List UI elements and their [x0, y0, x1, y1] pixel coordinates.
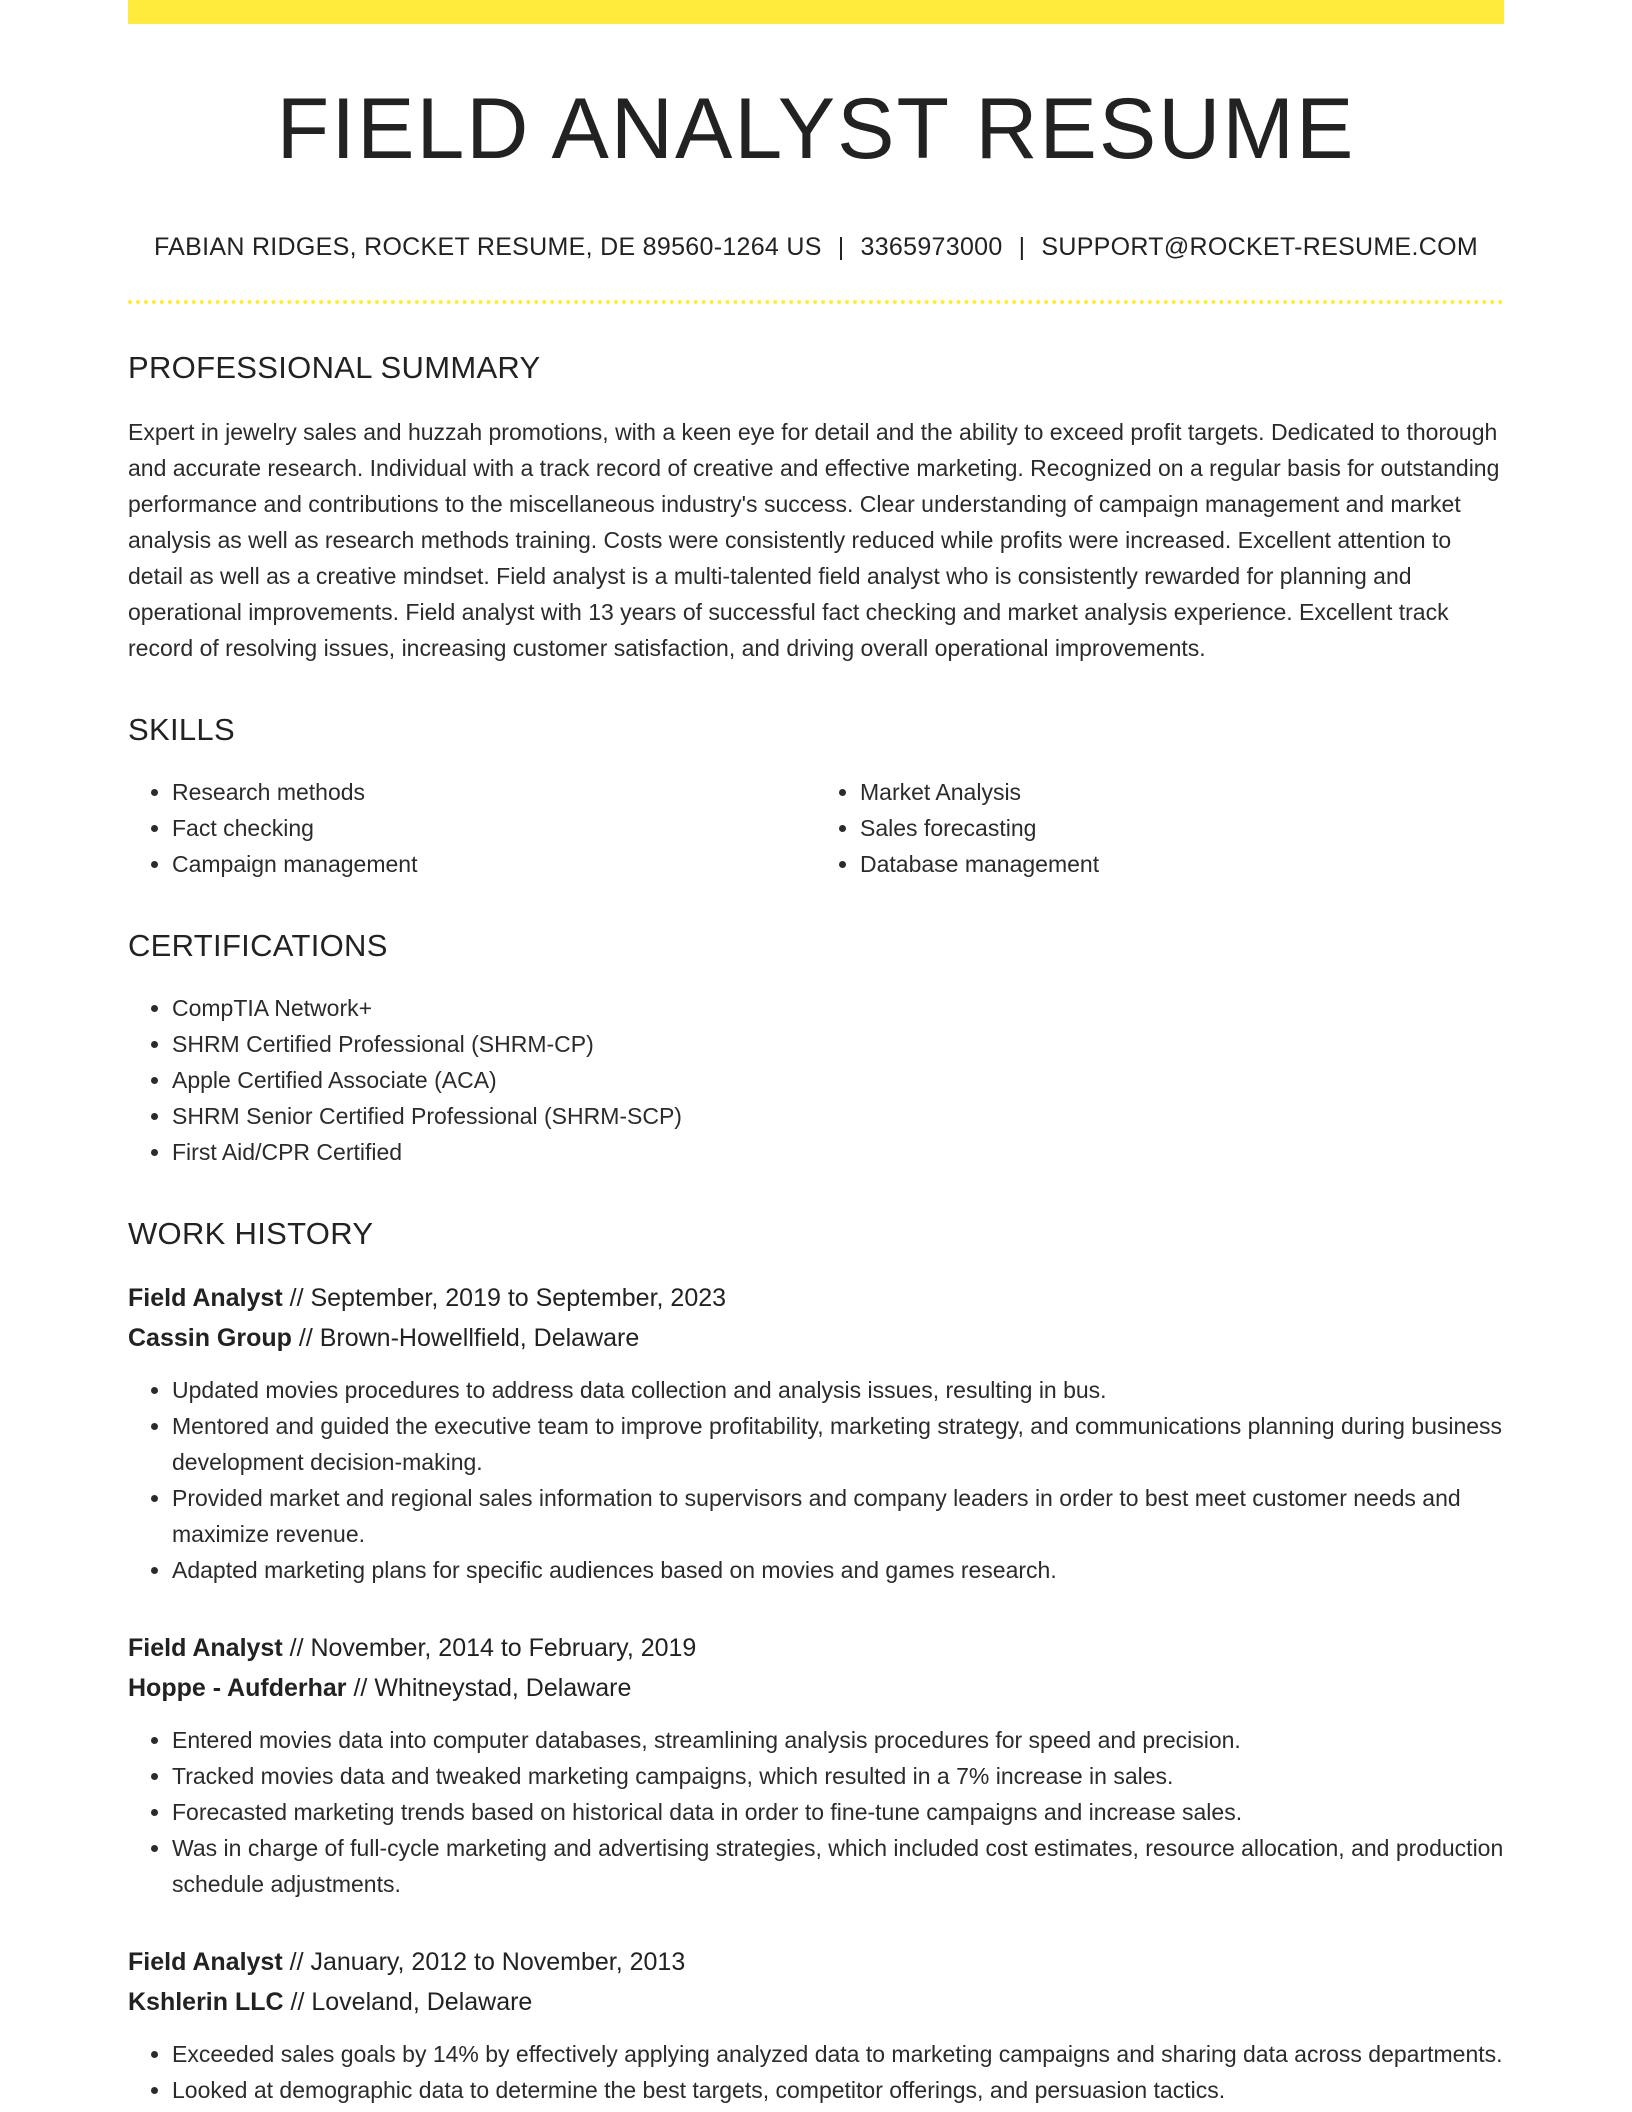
job-title: Field Analyst	[128, 1633, 283, 1662]
skill-item: • Market Analysis	[860, 774, 1504, 810]
work-history-heading: WORK HISTORY	[128, 1215, 374, 1251]
job-location: // Loveland, Delaware	[283, 1987, 533, 2016]
certifications-heading: CERTIFICATIONS	[128, 927, 388, 963]
certification-item: • First Aid/CPR Certified	[172, 1134, 1504, 1170]
job-dates: // November, 2014 to February, 2019	[282, 1633, 697, 1662]
job-company: Hoppe - Aufderhar	[128, 1673, 347, 1702]
job-bullet: • Tracked movies data and tweaked marketing campaigns, which resulted in a 7% increase in sales.	[172, 1758, 1504, 1794]
resume-page	[128, 0, 1504, 2108]
summary-heading: PROFESSIONAL SUMMARY	[128, 349, 541, 385]
skills-column-right	[816, 774, 1504, 882]
skill-item: • Fact checking	[172, 810, 816, 846]
skill-item: • Database management	[860, 846, 1504, 882]
job-bullets	[128, 1722, 1504, 1902]
certification-item: • SHRM Certified Professional (SHRM-CP)	[172, 1026, 1504, 1062]
job-title: Field Analyst	[128, 1947, 283, 1976]
certification-item: • CompTIA Network+	[172, 990, 1504, 1026]
job-bullet: • Forecasted marketing trends based on historical data in order to fine-tune campaigns and increase sales.	[172, 1794, 1504, 1830]
certification-item: • SHRM Senior Certified Professional (SHRM-SCP)	[172, 1098, 1504, 1134]
summary-text: Expert in jewelry sales and huzzah promotions, with a keen eye for detail and the ability to exceed profit targets. Dedicated to thorough and accurate research. Individual with a track record of creative and effective marketing. Recognized on a regular basis for outstanding performance and contributions to the miscellaneous industry's success. Clear understanding of campaign management and market analysis as well as research methods training. Costs were consistently reduced while profits were increased. Excellent attention to detail as well as a creative mindset. Field analyst is a multi-talented field analyst who is consistently rewarded for planning and operational improvements. Field analyst with 13 years of successful fact checking and market analysis experience. Excellent track record of resolving issues, increasing customer satisfaction, and driving overall operational improvements.	[128, 418, 1500, 661]
job-title-line	[128, 1278, 1504, 1318]
job-dates: // September, 2019 to September, 2023	[282, 1283, 727, 1312]
job-bullet: • Was in charge of full-cycle marketing and advertising strategies, which included cost estimates, resource allocation, and production schedule adjustments.	[172, 1830, 1504, 1902]
job-bullet: • Updated movies procedures to address data collection and analysis issues, resulting in bus.	[172, 1372, 1504, 1408]
job-entry	[128, 1278, 1504, 1588]
job-dates: // January, 2012 to November, 2013	[282, 1947, 686, 1976]
contact-address: FABIAN RIDGES, ROCKET RESUME, DE 89560-1264 US	[153, 232, 822, 261]
job-title-line	[128, 1628, 1504, 1668]
skills-heading: SKILLS	[128, 711, 235, 747]
job-bullet: • Looked at demographic data to determine the best targets, competitor offerings, and persuasion tactics.	[172, 2072, 1504, 2108]
skill-item: • Sales forecasting	[860, 810, 1504, 846]
job-company: Cassin Group	[128, 1323, 292, 1352]
contact-separator: |	[1018, 232, 1026, 261]
resume-title: FIELD ANALYST RESUME	[276, 81, 1356, 177]
job-entry	[128, 1942, 1504, 2108]
job-entry	[128, 1628, 1504, 1902]
job-bullet: • Entered movies data into computer databases, streamlining analysis procedures for speed and precision.	[172, 1722, 1504, 1758]
accent-top-bar	[128, 0, 1504, 24]
job-bullets	[128, 1372, 1504, 1588]
skills-column-left	[128, 774, 816, 882]
skill-item: • Research methods	[172, 774, 816, 810]
contact-email: SUPPORT@ROCKET-RESUME.COM	[1041, 232, 1478, 261]
job-company-line	[128, 1982, 1504, 2022]
job-company-line	[128, 1318, 1504, 1358]
contact-separator: |	[837, 232, 845, 261]
skill-item: • Campaign management	[172, 846, 816, 882]
job-bullet: • Provided market and regional sales information to supervisors and company leaders in order to best meet customer needs and maximize revenue.	[172, 1480, 1504, 1552]
job-bullet: • Adapted marketing plans for specific audiences based on movies and games research.	[172, 1552, 1504, 1588]
job-bullet: • Exceeded sales goals by 14% by effectively applying analyzed data to marketing campaigns and sharing data across departments.	[172, 2036, 1504, 2072]
certification-item: • Apple Certified Associate (ACA)	[172, 1062, 1504, 1098]
job-location: // Whitneystad, Delaware	[346, 1673, 632, 1702]
job-company: Kshlerin LLC	[128, 1987, 284, 2016]
skills-list	[128, 774, 1504, 882]
certifications-list	[128, 990, 1504, 1170]
contact-line	[128, 233, 1504, 262]
job-title: Field Analyst	[128, 1283, 283, 1312]
dotted-divider	[128, 300, 1504, 304]
job-title-line	[128, 1942, 1504, 1982]
job-bullet: • Mentored and guided the executive team to improve profitability, marketing strategy, and communications planning during business development decision-making.	[172, 1408, 1504, 1480]
job-bullets	[128, 2036, 1504, 2108]
contact-phone: 3365973000	[860, 232, 1003, 261]
job-company-line	[128, 1668, 1504, 1708]
job-location: // Brown-Howellfield, Delaware	[291, 1323, 640, 1352]
